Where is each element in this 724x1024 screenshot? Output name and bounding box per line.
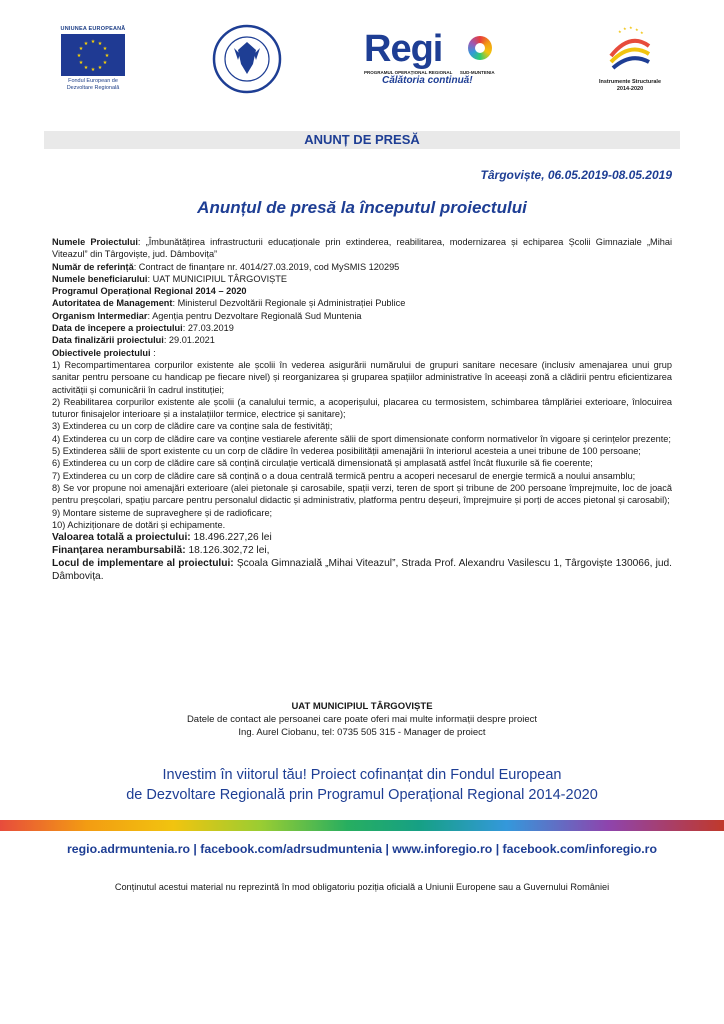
svg-text:★: ★ — [635, 27, 639, 32]
intermediate-body: Organism Intermediar: Agenția pentru Dezvoltare Regională Sud Muntenia — [52, 310, 362, 321]
invest-line2: de Dezvoltare Regională prin Programul Operațional Regional 2014-2020 — [126, 787, 598, 803]
regio-wordmark: Regi — [364, 28, 443, 70]
structural-instruments-icon — [605, 24, 655, 74]
invest-slogan — [0, 765, 724, 805]
place-date: Târgoviște, 06.05.2019-08.05.2019 — [480, 168, 672, 182]
contact-org: UAT MUNICIPIUL TÂRGOVIȘTE — [291, 701, 433, 712]
objective-item: 8) Se vor propune noi amenajări exterioare (alei pietonale și carosabile, spații verzi, teren de sport și tribune de 200 persoane împrejmuite, loc de joacă pentru preșcolari, spațiu parcare pentru personalul didactic și administrativ, platforma pentru deșeuri, împrejmuire și porți de acces pietonal și carosabil); — [52, 482, 672, 506]
objectives-heading: Obiectivele proiectului : — [52, 347, 156, 358]
svg-text:★: ★ — [629, 25, 633, 30]
objective-item: 3) Extinderea cu un corp de clădire care va conține sala de festivități; — [52, 421, 333, 432]
objective-item: 10) Achiziționare de dotări și echipamente. — [52, 519, 226, 530]
is-line2: 2014-2020 — [616, 86, 644, 92]
eu-fund-line2: Dezvoltare Regională — [66, 85, 120, 91]
svg-text:★: ★ — [640, 30, 644, 35]
svg-text:★: ★ — [623, 26, 627, 31]
page-title: ANUNȚ DE PRESĂ — [44, 131, 680, 149]
disclaimer: Conținutul acestui material nu reprezintă în mod obligatoriu poziția oficială a Uniunii Europene sau a Guvernului României — [114, 882, 610, 892]
contact-block — [0, 700, 724, 739]
eu-caption: UNIUNEA EUROPEANĂ — [60, 26, 126, 32]
svg-text:★: ★ — [618, 29, 622, 34]
svg-text:★: ★ — [97, 65, 103, 71]
svg-text:★: ★ — [83, 65, 89, 71]
project-name: Numele Proiectului: „Îmbunătățirea infrastructurii educaționale prin extinderea, reabilitarea, modernizarea și echiparea Școlii Gimnaziale „Mihai Viteazul” din Târgoviște, jud. Dâmbovița” — [52, 237, 673, 260]
regio-logo — [364, 30, 504, 100]
logo-row — [0, 22, 724, 102]
grant-value: Finanțarea nerambursabilă: 18.126.302,72 lei, — [52, 545, 270, 557]
svg-text:★: ★ — [78, 60, 84, 66]
svg-text:★: ★ — [102, 60, 108, 66]
svg-text:★: ★ — [102, 46, 108, 52]
project-details — [52, 236, 672, 583]
objective-item: 6) Extinderea cu un corp de clădire care să conțină circulație verticală dimensionată și amplasată astfel încât fluxurile să fie coerente; — [52, 458, 593, 469]
invest-line1: Investim în viitorul tău! Proiect cofinanțat din Fondul European — [162, 767, 562, 783]
contact-line1: Datele de contact ale persoanei care poate oferi mai multe informații despre proiect — [186, 714, 538, 725]
svg-text:★: ★ — [90, 67, 96, 73]
reference-number: Număr de referință: Contract de finanțare nr. 4014/27.03.2019, cod MySMIS 120295 — [52, 261, 400, 272]
footer-links[interactable]: regio.adrmuntenia.ro | facebook.com/adrsudmuntenia | www.inforegio.ro | facebook.com/inforegio.ro — [67, 842, 657, 856]
eu-logo — [56, 26, 130, 92]
program-name: Programul Operațional Regional 2014 – 2020 — [52, 286, 247, 297]
eu-fund-line1: Fondul European de — [68, 78, 118, 84]
regio-slogan: Călătoria continuă! — [382, 75, 473, 86]
svg-text:★: ★ — [78, 46, 84, 52]
headline: Anunțul de presă la începutul proiectului — [197, 198, 527, 217]
managing-authority: Autoritatea de Management: Ministerul Dezvoltării Regionale și Administrației Publice — [52, 298, 406, 309]
svg-text:★: ★ — [97, 41, 103, 47]
objective-item: 5) Extinderea sălii de sport existente cu un corp de clădire în vederea posibilității amenajării în interiorul acesteia a unei tribune de 100 persoane; — [52, 446, 641, 457]
structural-instruments-logo — [592, 24, 668, 100]
is-line1: Instrumente Structurale — [598, 79, 662, 85]
objective-item: 1) Recompartimentarea corpurilor existente ale școlii în vederea asigurării numărului de grupuri sanitare necesare (inclusiv amenajarea unui grup sanitar pentru persoane cu handicap pe fiecare nivel) și reorganizarea și gruparea spațiilor administrative în aceeași zonă a clădirii pentru eficientizarea activității și comunicării în cadrul instituției; — [52, 359, 672, 395]
svg-text:★: ★ — [76, 53, 82, 59]
total-value: Valoarea totală a proiectului: 18.496.227,26 lei — [52, 532, 272, 544]
objective-item: 9) Montare sisteme de supraveghere și de radioficare; — [52, 507, 273, 518]
contact-line2: Ing. Aurel Ciobanu, tel: 0735 505 315 - Manager de proiect — [238, 727, 486, 738]
end-date: Data finalizării proiectului: 29.01.2021 — [52, 335, 215, 346]
svg-text:★: ★ — [104, 53, 110, 59]
government-seal-logo — [212, 24, 282, 94]
svg-text:★: ★ — [90, 39, 96, 45]
rainbow-divider — [0, 820, 724, 831]
eu-flag-icon — [61, 34, 125, 76]
objective-item: 2) Reabilitarea corpurilor existente ale școlii (a canalului termic, a acoperișului, placarea cu termosistem, schimbarea tâmplăriei exterioare, înlocuirea tuturor finisajelor interioare și a instalațiilor termice, electrice și sanitare); — [52, 396, 672, 420]
start-date: Data de începere a proiectului: 27.03.2019 — [52, 323, 234, 334]
regio-ring-icon — [468, 36, 492, 60]
beneficiary: Numele beneficiarului: UAT MUNICIPIUL TÂRGOVIȘTE — [52, 273, 288, 284]
regio-program-line: PROGRAMUL OPERAȚIONAL REGIONAL SUD-MUNTENIA — [364, 70, 495, 75]
implementation-location: Locul de implementare al proiectului: Școala Gimnazială „Mihai Viteazul”, Strada Prof. Alexandru Vasilescu 1, Târgoviște 130066, jud. Dâmbovița. — [52, 558, 672, 583]
svg-text:★: ★ — [83, 41, 89, 47]
objective-item: 4) Extinderea cu un corp de clădire care va conține vestiarele aferente sălii de sport dimensionate conform normativelor în vigoare și cerințelor prezente; — [52, 433, 671, 444]
objective-item: 7) Extinderea cu un corp de clădire care să conțină o a doua centrală termică pentru a acoperi necesarul de energie termică a noului ansamblu; — [52, 470, 636, 481]
